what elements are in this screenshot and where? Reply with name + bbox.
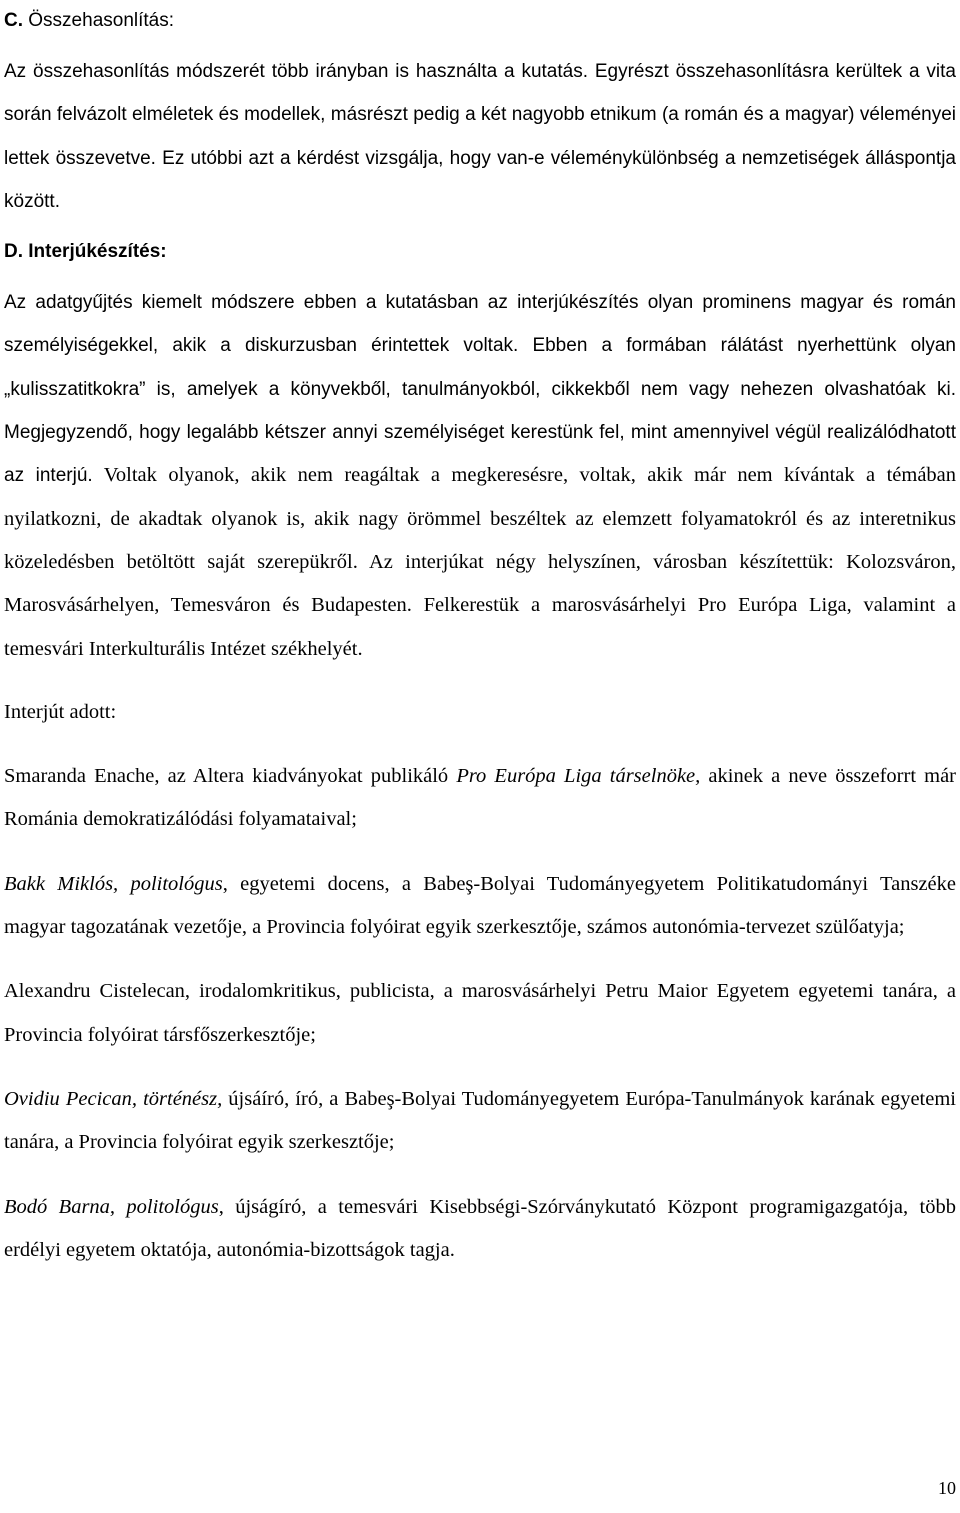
interviewee-entry-3: Alexandru Cistelecan, irodalomkritikus, publicista, a marosvásárhelyi Petru Maior Egyetem egyetemi tanára, a Provincia folyóirat társfőszerkesztője;	[4, 980, 956, 1046]
interviewee-name: Ovidiu Pecican, történész,	[4, 1087, 223, 1110]
interviewees-label: Interjút adott:	[4, 700, 117, 723]
section-c-letter: C.	[4, 10, 23, 31]
interviewee-name: Bodó Barna, politológus	[4, 1195, 219, 1218]
section-c-title: Összehasonlítás:	[28, 10, 175, 31]
document-page	[4, 0, 956, 1293]
section-c-heading	[4, 0, 956, 42]
page-number: 10	[938, 1478, 956, 1498]
section-d-paragraph-sans: Az adatgyűjtés kiemelt módszere ebben a kutatásban az interjúkészítés olyan prominens magyar és román személyiségekkel, akik a diskurzusban érintettek voltak. Ebben a formában rálátást nyerhettünk olyan „kulisszatitkokra” is, amelyek a könyvekből, tanulmányokból, cikkekből nem vagy nehezen olvashatóak ki. Megjegyzendő, hogy legalább kétszer annyi személyiséget kerestünk fel, mint amennyivel végül realizálódhatott az interjú.	[4, 292, 956, 487]
section-d-heading: D. Interjúkészítés:	[4, 241, 167, 263]
interviewee-entry-4: Ovidiu Pecican, történész, újsáíró, író, a Babeş-Bolyai Tudományegyetem Európa-Tanulmányok karának egyetemi tanára, a Provincia folyóirat egyik szerkesztője;	[4, 1087, 956, 1154]
section-d-paragraph-serif: Voltak olyanok, akik nem reagáltak a megkeresésre, voltak, akik már nem kívántak a témában nyilatkozni, de akadtak olyanok is, akik nagy örömmel beszéltek az elemzett folyamatokról és az interetnikus közeledésben betöltött saját szerepükről. Az interjúkat négy helyszínen, városban készítettük: Kolozsváron, Marosvásárhelyen, Temesváron és Budapesten. Felkerestük a marosvásárhelyi Pro Európa Liga, valamint a temesvári Interkulturális Intézet székhelyét.	[4, 464, 957, 660]
interviewee-role: Pro Európa Liga társelnöke,	[456, 765, 701, 788]
interviewee-entry-5: Bodó Barna, politológus, újságíró, a temesvári Kisebbségi-Szórványkutató Központ programigazgatója, több erdélyi egyetem oktatója, autonómia-bizottságok tagja.	[4, 1195, 956, 1261]
section-d-paragraph	[4, 281, 956, 671]
interviewee-name: Bakk Miklós, politológus	[4, 872, 223, 895]
interviewee-entry-2: Bakk Miklós, politológus, egyetemi docens, a Babeş-Bolyai Tudományegyetem Politikatudományi Tanszéke magyar tagozatának vezetője, a Provincia folyóirat egyik szerkesztője, számos autonómia-tervezet szülőatyja;	[4, 872, 956, 939]
interviewee-entry-1: Smaranda Enache, az Altera kiadványokat publikáló Pro Európa Liga társelnöke, akinek a neve összeforrt már Románia demokratizálódási folyamataival;	[4, 765, 957, 831]
interviewee-name: Smaranda Enache	[4, 765, 155, 788]
section-c-paragraph: Az összehasonlítás módszerét több irányban is használta a kutatás. Egyrészt összehasonlításra kerültek a vita során felvázolt elméletek és modellek, másrészt pedig a két nagyobb etnikum (a román és a magyar) véleményei lettek összevetve. Ez utóbbi azt a kérdést vizsgálja, hogy van-e véleménykülönbség a nemzetiségek álláspontja között.	[4, 61, 956, 212]
